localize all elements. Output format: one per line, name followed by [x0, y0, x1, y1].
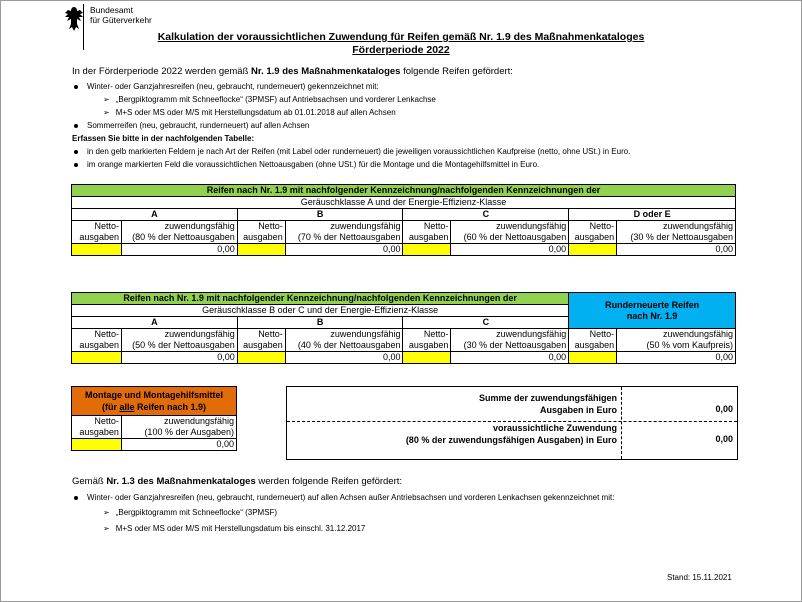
netto-input[interactable] — [72, 244, 122, 256]
eligible-value: 0,00 — [121, 352, 237, 364]
netto-input[interactable] — [403, 244, 451, 256]
sub-item: ➢ „Bergpiktogramm mit Schneeflocke“ (3PMSF) — [103, 508, 278, 517]
eligible-header: zuwendungsfähig (60 % der Nettoausgaben — [451, 221, 569, 244]
bullet-item: im orange markierten Feld die voraussichtlichen Nettoausgaben (ohne USt.) für die Montage und die Montagehilfsmittel in Euro. — [74, 160, 539, 169]
eligible-value: 0,00 — [451, 244, 569, 256]
class-label: C — [403, 317, 569, 329]
montage-header: Montage und Montagehilfsmittel (für alle Reifen nach 1.9) — [72, 387, 237, 416]
class-label: B — [237, 317, 403, 329]
netto-header: Netto- ausgaben — [569, 221, 617, 244]
intro-paragraph: In der Förderperiode 2022 werden gemäß Nr. 1.9 des Maßnahmenkataloges folgende Reifen gefördert: — [72, 66, 513, 77]
eligible-value: 0,00 — [285, 352, 403, 364]
eligible-value: 0,00 — [451, 352, 569, 364]
sum-label: Summe der zuwendungsfähigen Ausgaben in Euro — [478, 393, 617, 415]
eligible-header: zuwendungsfähig (30 % der Nettoausgaben — [451, 329, 569, 352]
netto-header: Netto- ausgaben — [72, 329, 122, 352]
page-subtitle: Förderperiode 2022 — [352, 44, 450, 56]
eligible-value: 0,00 — [121, 439, 236, 451]
netto-input[interactable] — [403, 352, 451, 364]
grant-value: 0,00 — [715, 434, 733, 444]
eligible-header: zuwendungsfähig (50 % der Nettoausgaben — [121, 329, 237, 352]
netto-input[interactable] — [569, 352, 617, 364]
sub-item: ➢ M+S oder MS oder M/S mit Herstellungsdatum ab 01.01.2018 auf allen Achsen — [103, 108, 396, 117]
bullet-item: in den gelb markierten Feldern je nach Art der Reifen (mit Label oder runderneuert) die jeweiligen voraussichtlichen Kaufpreise (netto, ohne USt.) in Euro. — [74, 147, 630, 156]
bullet-item: Winter- oder Ganzjahresreifen (neu, gebraucht, runderneuert) gekennzeichnet mit: — [74, 82, 379, 91]
eligible-value: 0,00 — [121, 244, 237, 256]
netto-header: Netto- ausgaben — [237, 329, 285, 352]
table-header: Reifen nach Nr. 1.9 mit nachfolgender Kennzeichnung/nachfolgenden Kennzeichnungen der — [72, 293, 569, 305]
netto-input[interactable] — [237, 244, 285, 256]
class-label: A — [72, 209, 238, 221]
table-header: Reifen nach Nr. 1.9 mit nachfolgender Kennzeichnung/nachfolgenden Kennzeichnungen der — [72, 185, 736, 197]
class-label: D oder E — [569, 209, 736, 221]
tires-table-class-a — [71, 184, 736, 256]
table-subheader: Geräuschklasse B oder C und der Energie-Effizienz-Klasse — [72, 305, 569, 317]
class-label: A — [72, 317, 238, 329]
netto-input[interactable] — [569, 244, 617, 256]
netto-header: Netto- ausgaben — [72, 416, 122, 439]
sub-item: ➢ M+S oder MS oder M/S mit Herstellungsdatum bis einschl. 31.12.2017 — [103, 524, 366, 533]
class-label: C — [403, 209, 569, 221]
sub-item: ➢ „Bergpiktogramm mit Schneeflocke“ (3PMSF) auf Antriebsachsen und vorderer Lenkachse — [103, 95, 436, 104]
netto-header: Netto- ausgaben — [403, 221, 451, 244]
agency-name: Bundesamt für Güterverkehr — [90, 5, 152, 25]
eligible-header: zuwendungsfähig (100 % der Ausgaben) — [121, 416, 236, 439]
netto-header: Netto- ausgaben — [569, 329, 617, 352]
summary-divider — [621, 387, 622, 459]
eligible-header: zuwendungsfähig (30 % der Nettoausgaben — [617, 221, 736, 244]
eligible-value: 0,00 — [285, 244, 403, 256]
netto-input[interactable] — [237, 352, 285, 364]
table-subheader: Geräuschklasse A und der Energie-Effizienz-Klasse — [72, 197, 736, 209]
netto-header: Netto- ausgaben — [72, 221, 122, 244]
version-date: Stand: 15.11.2021 — [667, 573, 732, 582]
page-title: Kalkulation der voraussichtlichen Zuwendung für Reifen gemäß Nr. 1.9 des Maßnahmenkataloges — [157, 31, 645, 43]
tires-table-class-bc — [71, 292, 736, 364]
netto-header: Netto- ausgaben — [237, 221, 285, 244]
instruction-heading: Erfassen Sie bitte in der nachfolgenden Tabelle: — [72, 134, 255, 143]
retread-header: Runderneuerte Reifen nach Nr. 1.9 — [569, 293, 736, 329]
grant-label: voraussichtliche Zuwendung (80 % der zuwendungsfähigen Ausgaben) in Euro — [405, 423, 617, 445]
netto-header: Netto- ausgaben — [403, 329, 451, 352]
bullet-item: Winter- oder Ganzjahresreifen (neu, gebraucht, runderneuert) auf allen Achsen außer Antriebsachsen und vorderen Lenkachsen gekennzeichnet mit: — [74, 493, 614, 502]
bullet-item: Sommerreifen (neu, gebraucht, runderneuert) auf allen Achsen — [74, 121, 309, 130]
sum-value: 0,00 — [715, 404, 733, 414]
netto-input[interactable] — [72, 352, 122, 364]
eligible-value: 0,00 — [617, 244, 736, 256]
eligible-header: zuwendungsfähig (50 % vom Kaufpreis) — [617, 329, 736, 352]
eligible-header: zuwendungsfähig (80 % der Nettoausgaben — [121, 221, 237, 244]
netto-input[interactable] — [72, 439, 122, 451]
montage-table — [71, 386, 237, 451]
class-label: B — [237, 209, 403, 221]
eligible-value: 0,00 — [617, 352, 736, 364]
footer-paragraph: Gemäß Nr. 1.3 des Maßnahmenkataloges werden folgende Reifen gefördert: — [72, 476, 403, 487]
eligible-header: zuwendungsfähig (40 % der Nettoausgaben — [285, 329, 403, 352]
summary-box — [286, 386, 738, 460]
eligible-header: zuwendungsfähig (70 % der Nettoausgaben — [285, 221, 403, 244]
